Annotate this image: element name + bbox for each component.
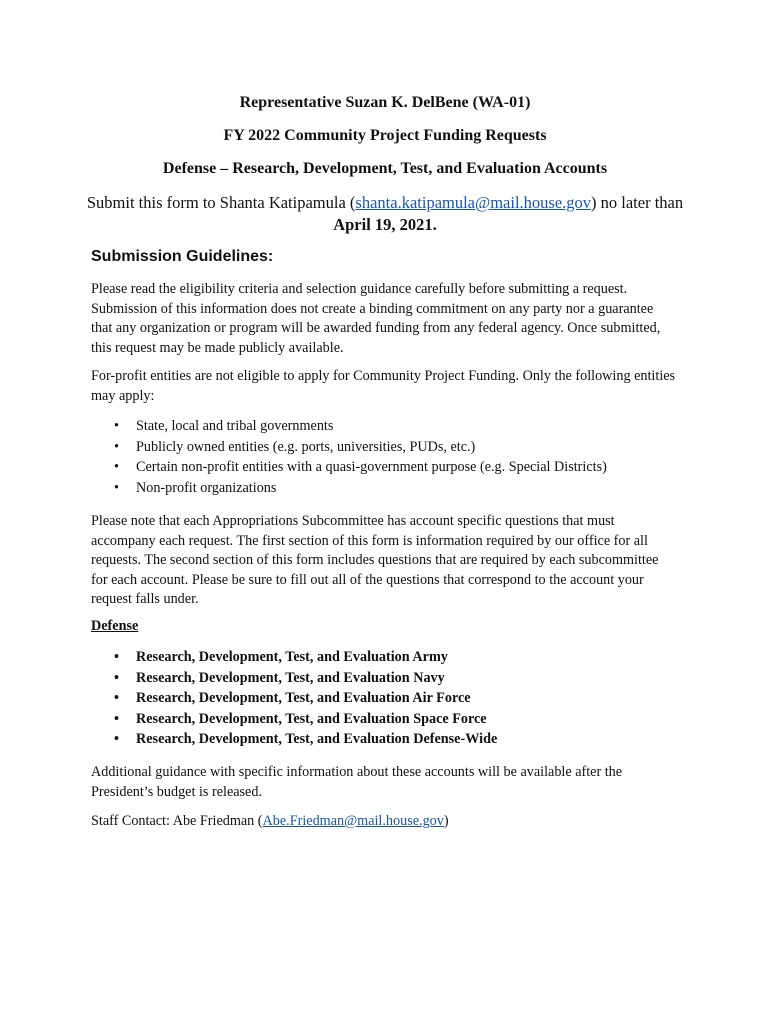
contact-suffix: ) (443, 813, 449, 829)
eligibility-paragraph: Please read the eligibility criteria and selection guidance carefully before submitting a request. Submission of this information does not create a binding commitment on any party nor a guarantee that any organization or program will be awarded funding from any federal agency. Once submitted, this request may be made publicly available. (91, 281, 661, 356)
contact-prefix: Staff Contact: Abe Friedman ( (91, 813, 263, 829)
list-item-label: Certain non-profit entities with a quasi-government purpose (e.g. Special Districts) (136, 459, 607, 475)
list-item (91, 668, 497, 689)
bullet-icon: • (114, 438, 119, 455)
eligible-entities-list (91, 416, 607, 498)
submit-prefix: Submit this form to Shanta Katipamula ( (86, 193, 356, 212)
for-profit-paragraph: For-profit entities are not eligible to apply for Community Project Funding. Only the following entities may apply: (91, 368, 676, 404)
bullet-icon: • (114, 649, 119, 665)
list-item-label: Research, Development, Test, and Evaluation Navy (136, 669, 445, 686)
bullet-icon: • (114, 418, 119, 434)
submit-instructions (80, 192, 690, 236)
accounts-title: Defense – Research, Development, Test, and Evaluation Accounts (162, 160, 608, 177)
list-item (91, 457, 607, 478)
list-item-label: Non-profit organizations (136, 479, 277, 496)
additional-guidance-paragraph: Additional guidance with specific information about these accounts will be available after the President’s budget is released. (91, 764, 623, 800)
defense-accounts-list (91, 647, 497, 750)
list-item-label: State, local and tribal governments (136, 418, 334, 434)
list-item-label: Research, Development, Test, and Evaluation Army (136, 649, 448, 665)
staff-contact (91, 812, 676, 832)
bullet-icon: • (114, 690, 119, 706)
bullet-icon: • (114, 669, 119, 686)
subcommittee-paragraph: Please note that each Appropriations Subcommittee has account specific questions that must accompany each request. The first section of this form is information required by our office for all requests. The second section of this form includes questions that are required by each subcommittee for each account. Please be sure to fill out all of the questions that correspond to the account your request falls under. (91, 513, 659, 608)
submit-middle: ) no later than (591, 193, 684, 212)
bullet-icon: • (114, 731, 119, 747)
list-item (91, 647, 497, 668)
list-item-label: Publicly owned entities (e.g. ports, universities, PUDs, etc.) (136, 438, 476, 455)
list-item (91, 709, 497, 730)
representative-title: Representative Suzan K. DelBene (WA-01) (239, 94, 531, 111)
list-item-label: Research, Development, Test, and Evaluation Space Force (136, 710, 487, 727)
list-item (91, 478, 607, 499)
defense-heading: Defense (91, 618, 139, 634)
bullet-icon: • (114, 710, 119, 727)
submit-email-link[interactable]: shanta.katipamula@mail.house.gov (355, 193, 592, 212)
list-item (91, 688, 497, 709)
list-item (91, 437, 607, 458)
guidelines-heading: Submission Guidelines: (91, 248, 274, 265)
list-item-label: Research, Development, Test, and Evaluation Defense-Wide (136, 731, 498, 747)
list-item (91, 729, 497, 750)
funding-requests-title: FY 2022 Community Project Funding Requests (223, 127, 547, 144)
bullet-icon: • (114, 459, 119, 475)
contact-email-link[interactable]: Abe.Friedman@mail.house.gov (262, 813, 444, 829)
submit-deadline: April 19, 2021. (333, 215, 437, 234)
list-item-label: Research, Development, Test, and Evaluation Air Force (136, 690, 471, 706)
list-item (91, 416, 607, 437)
bullet-icon: • (114, 479, 119, 496)
